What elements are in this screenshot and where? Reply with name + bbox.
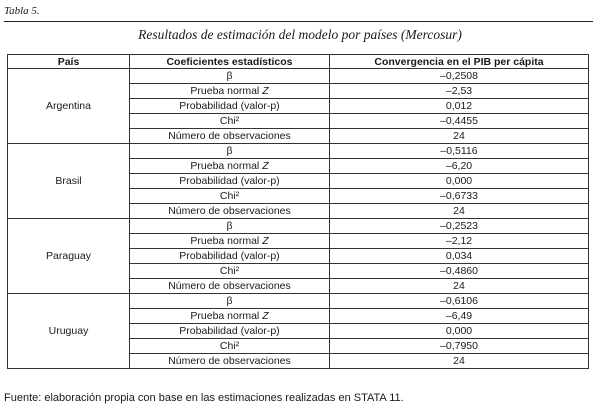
- z-symbol: Z: [262, 310, 269, 322]
- top-rule: [4, 21, 593, 22]
- value-cell: 0,034: [330, 249, 589, 264]
- value-cell: 24: [330, 129, 589, 144]
- table-row: [8, 294, 589, 309]
- value-cell: 24: [330, 354, 589, 369]
- table-number-label: Tabla 5.: [4, 5, 40, 17]
- statistic-cell: Chi²: [130, 114, 330, 129]
- value-cell: –0,7950: [330, 339, 589, 354]
- table-header-row: [8, 55, 589, 69]
- statistic-cell: Probabilidad (valor-p): [130, 324, 330, 339]
- value-cell: –0,4860: [330, 264, 589, 279]
- statistic-cell: Prueba normal Z: [130, 159, 330, 174]
- country-cell: Paraguay: [8, 219, 130, 294]
- table-row: [8, 69, 589, 84]
- statistic-cell: β: [130, 219, 330, 234]
- value-cell: –2,53: [330, 84, 589, 99]
- source-note: Fuente: elaboración propia con base en las estimaciones realizadas en STATA 11.: [4, 392, 404, 404]
- value-cell: 24: [330, 279, 589, 294]
- statistic-cell: Chi²: [130, 189, 330, 204]
- table-body: [8, 69, 589, 369]
- statistic-cell: Número de observaciones: [130, 279, 330, 294]
- value-cell: –0,6733: [330, 189, 589, 204]
- value-cell: –6,49: [330, 309, 589, 324]
- header-statistic: Coeficientes estadísticos: [130, 55, 330, 69]
- statistic-cell: Prueba normal Z: [130, 309, 330, 324]
- header-country: País: [8, 55, 130, 69]
- statistic-cell: Número de observaciones: [130, 354, 330, 369]
- value-cell: –2,12: [330, 234, 589, 249]
- table-row: [8, 144, 589, 159]
- z-symbol: Z: [262, 85, 269, 97]
- value-cell: –6,20: [330, 159, 589, 174]
- table-caption: Resultados de estimación del modelo por países (Mercosur): [138, 27, 462, 42]
- value-cell: –0,5116: [330, 144, 589, 159]
- statistic-cell: β: [130, 69, 330, 84]
- z-symbol: Z: [262, 235, 269, 247]
- statistic-cell: β: [130, 294, 330, 309]
- statistic-cell: Probabilidad (valor-p): [130, 99, 330, 114]
- results-table: [7, 54, 589, 369]
- statistic-cell: Prueba normal Z: [130, 234, 330, 249]
- statistic-cell: β: [130, 144, 330, 159]
- z-symbol: Z: [262, 160, 269, 172]
- statistic-cell: Chi²: [130, 264, 330, 279]
- statistic-cell: Probabilidad (valor-p): [130, 249, 330, 264]
- value-cell: 24: [330, 204, 589, 219]
- value-cell: –0,4455: [330, 114, 589, 129]
- statistic-cell: Número de observaciones: [130, 204, 330, 219]
- value-cell: –0,2523: [330, 219, 589, 234]
- value-cell: 0,000: [330, 324, 589, 339]
- statistic-cell: Prueba normal Z: [130, 84, 330, 99]
- country-cell: Uruguay: [8, 294, 130, 369]
- statistic-cell: Chi²: [130, 339, 330, 354]
- header-convergence: Convergencia en el PIB per cápita: [330, 55, 589, 69]
- statistic-cell: Probabilidad (valor-p): [130, 174, 330, 189]
- value-cell: –0,2508: [330, 69, 589, 84]
- value-cell: –0,6106: [330, 294, 589, 309]
- table-row: [8, 219, 589, 234]
- country-cell: Brasil: [8, 144, 130, 219]
- value-cell: 0,012: [330, 99, 589, 114]
- country-cell: Argentina: [8, 69, 130, 144]
- statistic-cell: Número de observaciones: [130, 129, 330, 144]
- value-cell: 0,000: [330, 174, 589, 189]
